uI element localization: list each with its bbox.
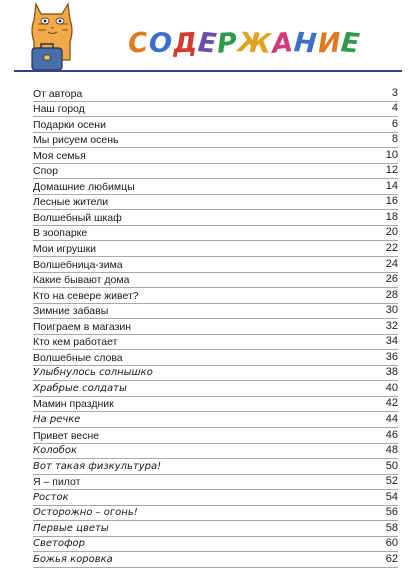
toc-entry[interactable] xyxy=(33,117,398,133)
toc-entry-title: Поиграем в магазин xyxy=(33,320,132,333)
toc-entry-title: Спор xyxy=(33,165,58,178)
toc-entry[interactable] xyxy=(33,288,398,304)
toc-entry-page: 48 xyxy=(385,444,398,457)
toc-entry-title: Росток xyxy=(33,491,69,503)
page-header xyxy=(0,0,410,74)
title-letter: Е xyxy=(196,27,219,60)
table-of-contents xyxy=(33,86,398,568)
toc-entry-title: На речке xyxy=(33,414,81,426)
title-letter: А xyxy=(270,27,296,60)
toc-entry[interactable] xyxy=(33,412,398,428)
toc-entry-page: 28 xyxy=(385,288,398,301)
toc-entry-title: Храбрые солдаты xyxy=(33,382,127,394)
toc-entry[interactable] xyxy=(33,164,398,180)
toc-entry-title: Божья коровка xyxy=(33,553,113,565)
toc-entry[interactable] xyxy=(33,133,398,149)
toc-entry-title: Светофор xyxy=(33,538,85,550)
toc-entry-page: 56 xyxy=(385,506,398,519)
page-title xyxy=(128,28,361,59)
toc-entry-page: 3 xyxy=(391,86,398,99)
toc-entry-page: 46 xyxy=(385,428,398,441)
toc-entry-page: 42 xyxy=(385,397,398,410)
toc-entry-page: 62 xyxy=(385,552,398,565)
toc-entry-page: 12 xyxy=(385,164,398,177)
toc-entry-title: Наш город xyxy=(33,103,85,116)
toc-entry[interactable] xyxy=(33,179,398,195)
toc-entry-title: Домашние любимцы xyxy=(33,180,135,193)
title-letter: С xyxy=(126,26,151,61)
toc-entry-page: 52 xyxy=(385,475,398,488)
title-letter: Д xyxy=(171,27,199,60)
toc-entry-page: 18 xyxy=(385,210,398,223)
toc-entry-page: 40 xyxy=(385,381,398,394)
toc-entry-title: Мамин праздник xyxy=(33,398,114,411)
toc-entry-page: 20 xyxy=(385,226,398,239)
toc-entry-title: Привет весне xyxy=(33,429,100,442)
toc-entry-title: Волшебница-зима xyxy=(33,258,123,271)
toc-entry[interactable] xyxy=(33,459,398,475)
toc-entry[interactable] xyxy=(33,304,398,320)
toc-entry-page: 16 xyxy=(385,195,398,208)
toc-entry-title: В зоопарке xyxy=(33,227,88,240)
toc-entry[interactable] xyxy=(33,257,398,273)
toc-entry-title: От автора xyxy=(33,87,83,100)
toc-entry-page: 10 xyxy=(385,148,398,161)
toc-entry[interactable] xyxy=(33,350,398,366)
toc-entry[interactable] xyxy=(33,241,398,257)
toc-entry-page: 32 xyxy=(385,319,398,332)
toc-entry[interactable] xyxy=(33,148,398,164)
toc-entry-title: Колобок xyxy=(33,445,78,457)
cat-with-bag-icon xyxy=(24,0,82,74)
toc-entry[interactable] xyxy=(33,366,398,382)
toc-entry-title: Моя семья xyxy=(33,149,86,162)
toc-entry-page: 30 xyxy=(385,304,398,317)
toc-entry-title: Волшебные слова xyxy=(33,351,123,364)
toc-entry-page: 60 xyxy=(385,537,398,550)
toc-entry-page: 26 xyxy=(385,273,398,286)
header-divider xyxy=(14,70,402,72)
toc-entry-page: 38 xyxy=(385,366,398,379)
toc-entry[interactable] xyxy=(33,226,398,242)
toc-entry-page: 36 xyxy=(385,350,398,363)
toc-entry-page: 8 xyxy=(391,133,398,146)
toc-entry[interactable] xyxy=(33,397,398,413)
title-letter: Е xyxy=(339,27,363,60)
toc-entry-page: 22 xyxy=(385,242,398,255)
toc-entry-page: 14 xyxy=(385,179,398,192)
toc-entry-title: Подарки осени xyxy=(33,118,106,131)
toc-entry[interactable] xyxy=(33,195,398,211)
toc-entry[interactable] xyxy=(33,490,398,506)
toc-entry[interactable] xyxy=(33,210,398,226)
toc-entry-title: Мы рисуем осень xyxy=(33,134,119,147)
toc-entry-title: Зимние забавы xyxy=(33,305,109,318)
toc-entry-title: Кто на севере живет? xyxy=(33,289,139,302)
toc-entry-title: Улыбнулось солнышко xyxy=(33,367,153,379)
toc-entry-page: 50 xyxy=(385,459,398,472)
toc-entry-title: Кто кем работает xyxy=(33,336,118,349)
toc-entry[interactable] xyxy=(33,552,398,568)
toc-entry[interactable] xyxy=(33,475,398,491)
toc-entry[interactable] xyxy=(33,428,398,444)
title-letter: Ж xyxy=(237,27,273,60)
toc-entry[interactable] xyxy=(33,319,398,335)
toc-entry-page: 24 xyxy=(385,257,398,270)
toc-entry-page: 4 xyxy=(391,102,398,115)
title-letter: Н xyxy=(292,27,319,60)
toc-entry[interactable] xyxy=(33,273,398,289)
toc-entry[interactable] xyxy=(33,102,398,118)
toc-entry-page: 34 xyxy=(385,335,398,348)
toc-entry-page: 58 xyxy=(385,521,398,534)
toc-entry-page: 44 xyxy=(385,413,398,426)
toc-entry[interactable] xyxy=(33,86,398,102)
toc-entry-title: Мои игрушки xyxy=(33,243,97,256)
title-letter: Р xyxy=(216,27,240,60)
toc-entry-title: Какие бывают дома xyxy=(33,274,130,287)
toc-entry[interactable] xyxy=(33,444,398,460)
title-letter: И xyxy=(317,27,342,60)
toc-entry-title: Я – пилот xyxy=(33,476,81,489)
toc-entry[interactable] xyxy=(33,521,398,537)
toc-entry[interactable] xyxy=(33,506,398,522)
toc-entry[interactable] xyxy=(33,381,398,397)
toc-entry-page: 54 xyxy=(385,490,398,503)
toc-entry[interactable] xyxy=(33,537,398,553)
toc-entry-title: Осторожно – огонь! xyxy=(33,507,138,519)
title-letter: О xyxy=(147,27,174,60)
toc-entry-page: 6 xyxy=(391,117,398,130)
toc-entry[interactable] xyxy=(33,335,398,351)
toc-entry-title: Первые цветы xyxy=(33,522,109,534)
toc-entry-title: Волшебный шкаф xyxy=(33,211,122,224)
toc-entry-title: Вот такая физкультура! xyxy=(33,460,162,472)
toc-entry-title: Лесные жители xyxy=(33,196,109,209)
